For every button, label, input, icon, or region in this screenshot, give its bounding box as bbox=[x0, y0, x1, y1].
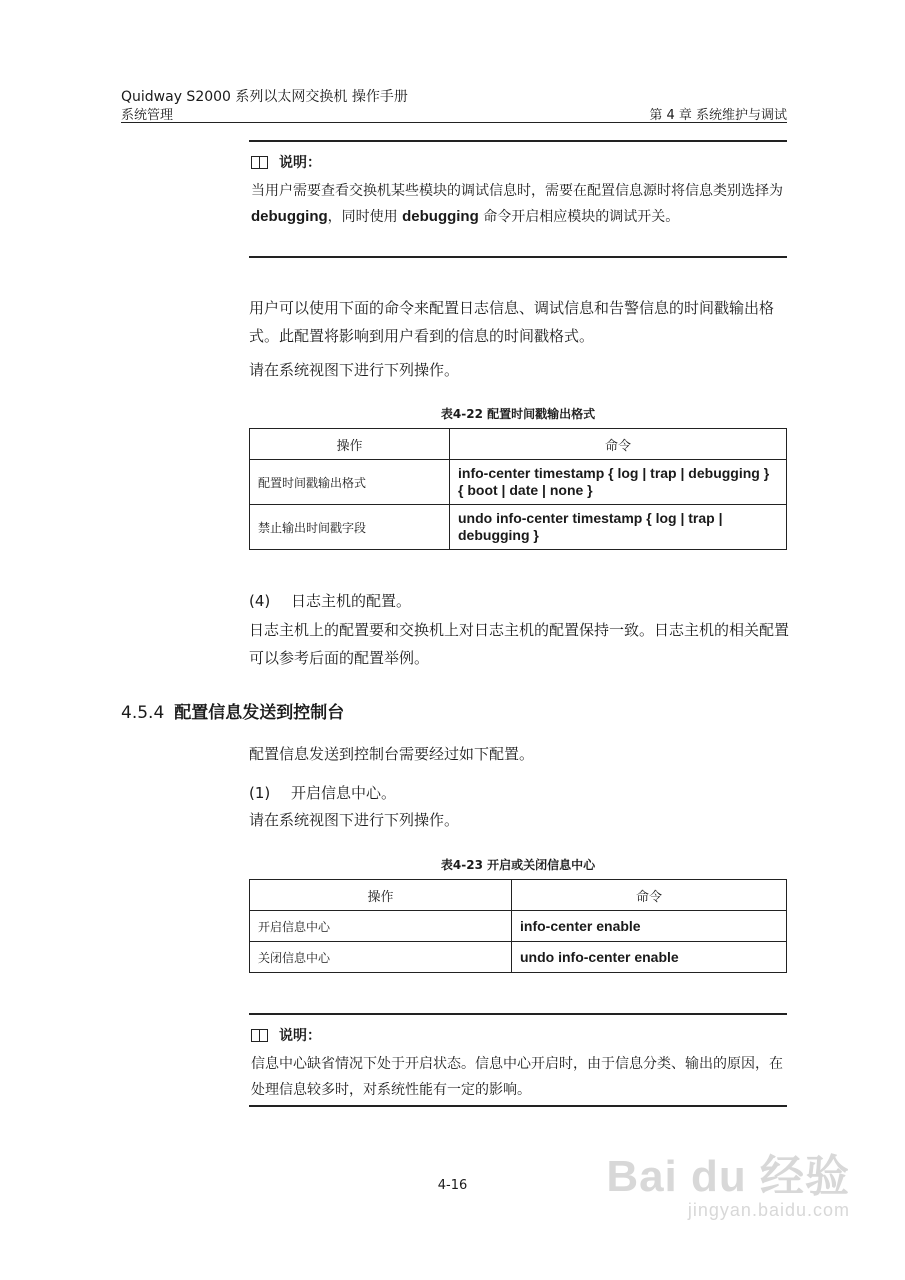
note-header bbox=[251, 152, 787, 172]
keyword-debugging: debugging bbox=[251, 208, 328, 225]
section-number: 4.5.4 bbox=[121, 703, 165, 723]
column-header-command: 命令 bbox=[450, 429, 787, 460]
command-line: info-center timestamp { log | trap | debugging } bbox=[458, 465, 770, 481]
operation-cell: 关闭信息中心 bbox=[250, 942, 512, 973]
column-header-operation: 操作 bbox=[250, 429, 450, 460]
table-caption: 表4-23 开启或关闭信息中心 bbox=[440, 858, 596, 872]
table-row bbox=[250, 505, 787, 550]
step-enable-info-center bbox=[249, 782, 396, 803]
system-view-instruction: 请在系统视图下进行下列操作。 bbox=[249, 811, 460, 829]
section-heading bbox=[121, 698, 344, 723]
note-text-part: 命令开启相应模块的调试开关。 bbox=[478, 209, 680, 225]
chapter-label: 第 4 章 系统维护与调试 bbox=[649, 108, 787, 123]
command-cell: info-center enable bbox=[512, 911, 787, 942]
console-intro-paragraph: 配置信息发送到控制台需要经过如下配置。 bbox=[249, 745, 535, 763]
table-header-row bbox=[250, 880, 787, 911]
note-text: 信息中心缺省情况下处于开启状态。信息中心开启时，由于信息分类、输出的原因，在处理信息较多时，对系统性能有一定的影响。 bbox=[251, 1056, 783, 1098]
note-text bbox=[251, 178, 787, 230]
operation-cell: 配置时间戳输出格式 bbox=[250, 460, 450, 505]
column-header-operation: 操作 bbox=[250, 880, 512, 911]
baidu-watermark bbox=[606, 1140, 850, 1221]
command-line: { boot | date | none } bbox=[458, 482, 593, 498]
note-header bbox=[251, 1025, 787, 1045]
book-icon bbox=[251, 1028, 269, 1042]
note-text-part: 当用户需要查看交换机某些模块的调试信息时，需要在配置信息源时将信息类别选择为 bbox=[251, 183, 783, 199]
section-label: 系统管理 bbox=[121, 108, 174, 123]
system-view-instruction: 请在系统视图下进行下列操作。 bbox=[249, 361, 460, 379]
command-cell: undo info-center enable bbox=[512, 942, 787, 973]
watermark-logo: Bai du 经验 bbox=[606, 1152, 850, 1201]
table-caption: 表4-22 配置时间戳输出格式 bbox=[440, 407, 596, 421]
note-box-info-center bbox=[249, 1013, 787, 1107]
step-number: (4) bbox=[249, 592, 271, 610]
table-row bbox=[250, 911, 787, 942]
operation-cell: 开启信息中心 bbox=[250, 911, 512, 942]
command-cell bbox=[450, 460, 787, 505]
watermark-url: jingyan.baidu.com bbox=[687, 1200, 850, 1220]
log-host-paragraph: 日志主机上的配置要和交换机上对日志主机的配置保持一致。日志主机的相关配置可以参考后面的配置举例。 bbox=[249, 621, 790, 667]
book-icon bbox=[251, 155, 269, 169]
note-label: 说明： bbox=[279, 155, 321, 171]
page-number: 4-16 bbox=[437, 1178, 468, 1193]
manual-title: Quidway S2000 系列以太网交换机 操作手册 bbox=[121, 89, 408, 105]
note-label: 说明： bbox=[279, 1028, 321, 1044]
note-text-part: ，同时使用 bbox=[327, 209, 403, 225]
column-header-command: 命令 bbox=[512, 880, 787, 911]
step-log-host bbox=[249, 590, 411, 611]
note-box-debugging bbox=[249, 140, 787, 258]
table-row bbox=[250, 942, 787, 973]
table-header-row bbox=[250, 429, 787, 460]
step-number: (1) bbox=[249, 784, 271, 802]
command-line: undo info-center timestamp { log | trap | bbox=[458, 510, 723, 526]
header-rule bbox=[121, 122, 787, 123]
section-title: 配置信息发送到控制台 bbox=[174, 703, 345, 723]
table-row bbox=[250, 460, 787, 505]
command-cell bbox=[450, 505, 787, 550]
timestamp-intro-paragraph: 用户可以使用下面的命令来配置日志信息、调试信息和告警信息的时间戳输出格式。此配置将影响到用户看到的信息的时间戳格式。 bbox=[249, 299, 775, 345]
operation-cell: 禁止输出时间戳字段 bbox=[250, 505, 450, 550]
step-text: 开启信息中心。 bbox=[291, 784, 397, 802]
keyword-debugging: debugging bbox=[402, 208, 479, 225]
info-center-table bbox=[249, 879, 787, 973]
command-line: debugging } bbox=[458, 527, 539, 543]
step-text: 日志主机的配置。 bbox=[291, 592, 412, 610]
timestamp-table bbox=[249, 428, 787, 550]
